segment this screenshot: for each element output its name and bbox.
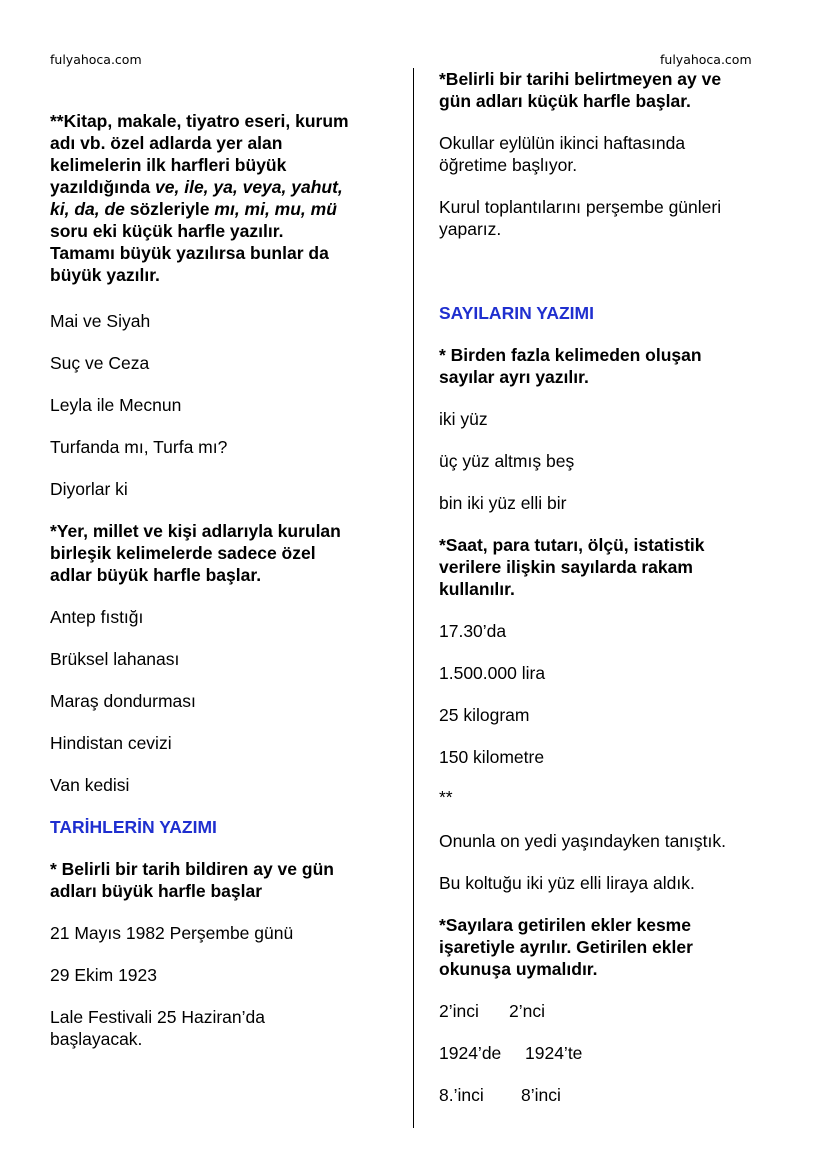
section-heading-numbers: SAYILARIN YAZIMI [439, 303, 594, 323]
example-line: Brüksel lahanası [50, 649, 180, 669]
header-site-left: fulyahoca.com [50, 52, 142, 67]
example-line: üç yüz altmış beş [439, 451, 575, 471]
example-line: Turfanda mı, Turfa mı? [50, 437, 228, 457]
header-site-right: fulyahoca.com [660, 52, 752, 67]
rule-number-suffixes: *Sayılara getirilen ekler kesme işaretiyle ayrılır. Getirilen ekler okunuşa uymalıdır. [439, 915, 693, 979]
column-divider [413, 68, 414, 1128]
rule-specific-dates: * Belirli bir tarih bildiren ay ve gün adları büyük harfle başlar [50, 859, 334, 901]
example-line: Van kedisi [50, 775, 130, 795]
example-line: Bu koltuğu iki yüz elli liraya aldık. [439, 873, 695, 893]
example-line: Onunla on yedi yaşındayken tanıştık. [439, 831, 726, 851]
rule-proper-names-titles: **Kitap, makale, tiyatro eseri, kurum adı vb. özel adlarda yer alan kelimelerin ilk harfleri büyük yazıldığında ve, ile, ya, veya, yahut, ki, da, de sözleriyle mı, mi, mu, mü soru eki küçük harfle yazılır. Tamamı büyük yazılırsa bunlar da büyük yazılır. [50, 111, 349, 285]
rule-compound-place-names: *Yer, millet ve kişi adlarıyla kurulan birleşik kelimelerde sadece özel adlar büyük harfle başlar. [50, 521, 341, 585]
example-line: Diyorlar ki [50, 479, 128, 499]
example-line: Leyla ile Mecnun [50, 395, 182, 415]
example-line: 25 kilogram [439, 705, 530, 725]
example-line: Mai ve Siyah [50, 311, 151, 331]
suffix-example-pair: 1924’de 1924’te [439, 1043, 583, 1063]
example-line: 1.500.000 lira [439, 663, 546, 683]
section-heading-dates: TARİHLERİN YAZIMI [50, 817, 217, 837]
rule-multiword-numbers: * Birden fazla kelimeden oluşan sayılar ayrı yazılır. [439, 345, 702, 387]
example-line: iki yüz [439, 409, 488, 429]
example-line: Antep fıstığı [50, 607, 144, 627]
example-line: Suç ve Ceza [50, 353, 150, 373]
example-line: 17.30’da [439, 621, 507, 641]
example-line: Maraş dondurması [50, 691, 196, 711]
example-line: Hindistan cevizi [50, 733, 172, 753]
rule-numerals-usage: *Saat, para tutarı, ölçü, istatistik verilere ilişkin sayılarda rakam kullanılır. [439, 535, 705, 599]
example-line: bin iki yüz elli bir [439, 493, 567, 513]
example-festival: Lale Festivali 25 Haziran’da başlayacak. [50, 1007, 265, 1049]
suffix-example-pair: 8.’inci 8’inci [439, 1085, 561, 1105]
example-schools: Okullar eylülün ikinci haftasında öğretime başlıyor. [439, 133, 686, 175]
example-line: 29 Ekim 1923 [50, 965, 158, 985]
example-meetings: Kurul toplantılarını perşembe günleri yaparız. [439, 197, 722, 239]
marker-double-asterisk: ** [439, 787, 453, 807]
example-line: 21 Mayıs 1982 Perşembe günü [50, 923, 294, 943]
example-line: 150 kilometre [439, 747, 545, 767]
rule-nonspecific-dates: *Belirli bir tarihi belirtmeyen ay ve gün adları küçük harfle başlar. [439, 69, 722, 111]
suffix-example-pair: 2’inci 2’nci [439, 1001, 545, 1021]
